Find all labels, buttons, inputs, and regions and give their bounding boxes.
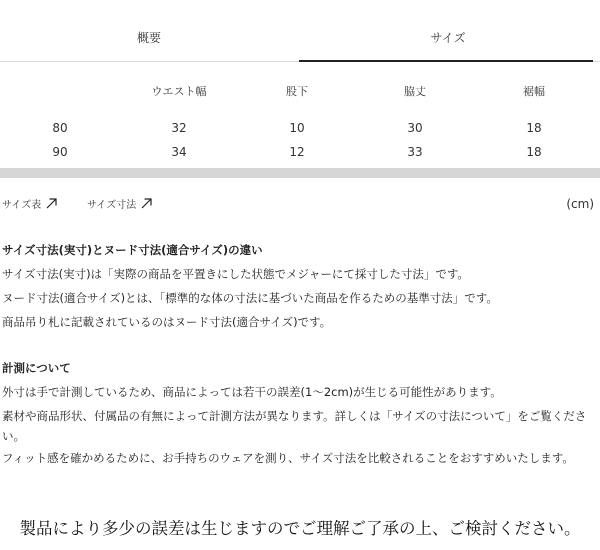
tab-size[interactable]: サイズ xyxy=(430,31,466,45)
table-horizontal-scrollbar[interactable] xyxy=(0,168,600,178)
size-measurement-link[interactable] xyxy=(87,196,152,211)
paragraph-line: サイズ寸法(実寸)は「実際の商品を平置きにした状態でメジャーにて採寸した寸法」です。 xyxy=(2,267,469,281)
table-cell: 18 xyxy=(526,121,542,135)
table-header-row xyxy=(0,80,600,108)
table-cell: 33 xyxy=(407,145,423,159)
table-row xyxy=(0,140,600,164)
table-cell: 80 xyxy=(52,121,68,135)
external-arrow-icon xyxy=(46,198,57,209)
external-arrow-icon xyxy=(141,198,152,209)
tab-bar xyxy=(0,0,600,60)
measurement-section xyxy=(2,356,598,468)
column-header-side-length: 脇丈 xyxy=(404,85,426,98)
size-difference-section xyxy=(2,238,598,334)
paragraph-line: 商品吊り札に記載されているのはヌード寸法(適合サイズ)です。 xyxy=(2,315,332,329)
column-header-hem-width: 裾幅 xyxy=(523,85,545,98)
size-chart-link[interactable] xyxy=(2,196,57,211)
disclaimer-note: 製品により多少の誤差は生じますのでご理解ご了承の上、ご検討ください。 xyxy=(19,519,581,538)
table-row xyxy=(0,116,600,140)
unit-label: (cm) xyxy=(566,197,594,211)
tab-overview[interactable]: 概要 xyxy=(136,31,161,45)
paragraph-line: 素材や商品形状、付属品の有無によって計測方法が異なります。詳しくは「サイズの寸法について」をご覧ください。 xyxy=(2,409,587,443)
paragraph-line: 外寸は手で計測しているため、商品によっては若干の誤差(1〜2cm)が生じる可能性があります。 xyxy=(2,385,502,399)
size-measurement-link-label: サイズ寸法 xyxy=(87,200,137,211)
active-tab-indicator xyxy=(299,60,593,62)
paragraph-line: ヌード寸法(適合サイズ)とは、「標準的な体の寸法に基づいた商品を作るための基準寸法」です。 xyxy=(2,291,498,305)
column-header-waist: ウエスト幅 xyxy=(151,85,207,98)
table-cell: 18 xyxy=(526,145,542,159)
table-cell: 10 xyxy=(289,121,305,135)
size-links-bar xyxy=(0,196,600,216)
table-cell: 32 xyxy=(171,121,187,135)
table-cell: 90 xyxy=(52,145,68,159)
section-title: 計測について xyxy=(2,361,71,375)
table-cell: 34 xyxy=(171,145,187,159)
paragraph-line: フィット感を確かめるために、お手持ちのウェアを測り、サイズ寸法を比較されることをおすすめいたします。 xyxy=(2,451,574,465)
section-title: サイズ寸法(実寸)とヌード寸法(適合サイズ)の違い xyxy=(2,243,263,257)
size-table xyxy=(0,80,600,159)
size-chart-link-label: サイズ表 xyxy=(2,200,42,211)
table-cell: 30 xyxy=(407,121,423,135)
table-cell: 12 xyxy=(289,145,305,159)
column-header-inseam: 股下 xyxy=(286,85,308,98)
